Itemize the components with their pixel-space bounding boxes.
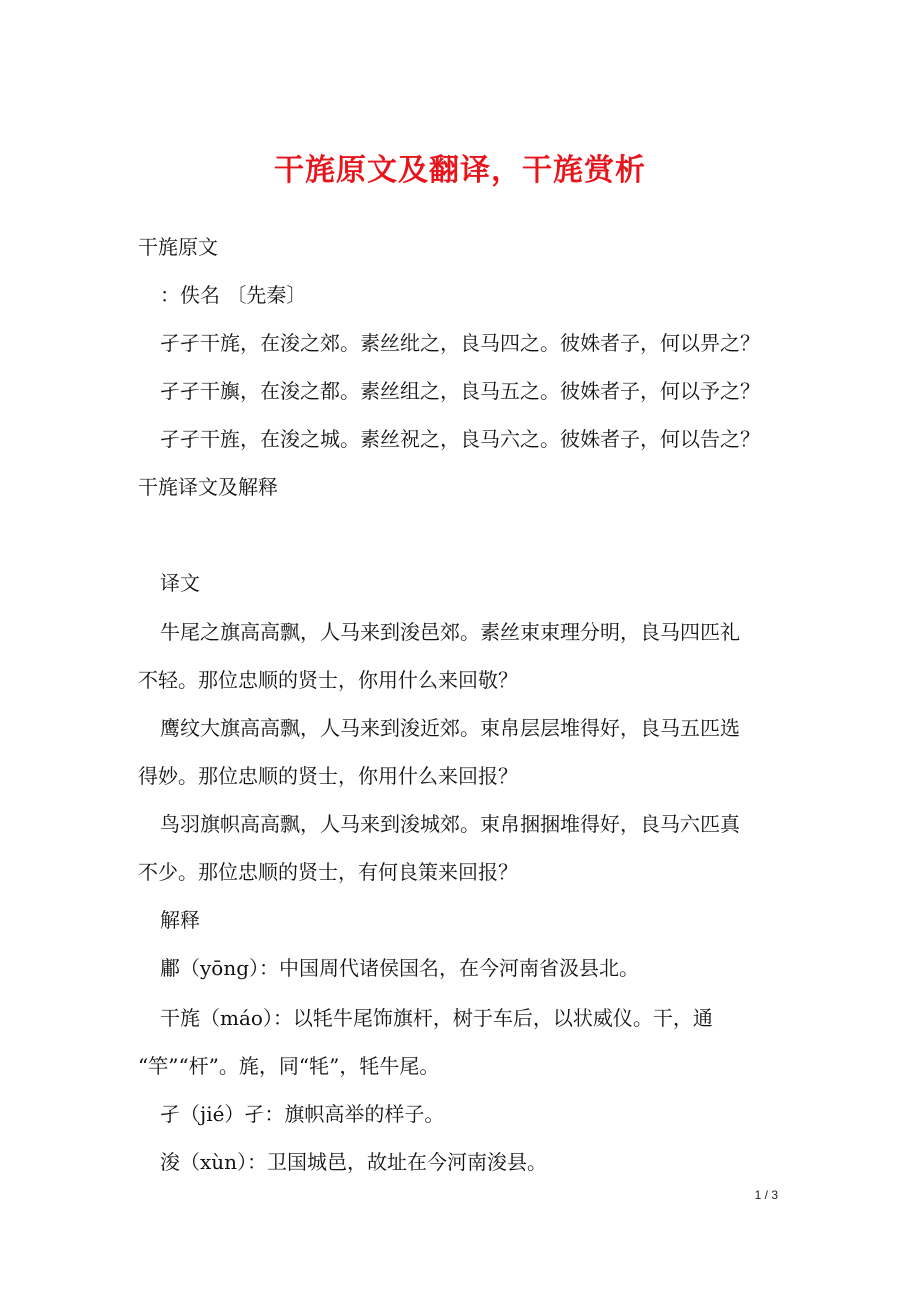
note-line: 鄘（yōng）：中国周代诸侯国名，在今河南省汲县北。 (160, 956, 640, 980)
poem-stanza-1: 孑孑干旄，在浚之郊。素丝纰之，良马四之。彼姝者子，何以畀之？ (160, 331, 760, 355)
subheading-translation: 译文 (160, 571, 200, 595)
author-line: ：佚名 〔先秦〕 (160, 283, 307, 307)
translation-paragraph-line: 鸟羽旗帜高高飘，人马来到浚城郊。束帛捆捆堆得好，良马六匹真 (160, 812, 740, 836)
translation-paragraph-line: 不轻。那位忠顺的贤士，你用什么来回敬？ (138, 668, 518, 692)
poem-stanza-2: 孑孑干旟，在浚之都。素丝组之，良马五之。彼姝者子，何以予之？ (160, 379, 760, 403)
translation-paragraph-line: 不少。那位忠顺的贤士，有何良策来回报？ (138, 860, 518, 884)
translation-paragraph-line: 牛尾之旗高高飘，人马来到浚邑郊。素丝束束理分明，良马四匹礼 (160, 620, 740, 644)
note-line: 干旄（máo）：以牦牛尾饰旗杆，树于车后，以状威仪。干，通 (160, 1006, 713, 1030)
translation-paragraph-line: 得妙。那位忠顺的贤士，你用什么来回报？ (138, 764, 518, 788)
section-heading-translation: 干旄译文及解释 (138, 475, 278, 499)
poem-stanza-3: 孑孑干旌，在浚之城。素丝祝之，良马六之。彼姝者子，何以告之？ (160, 427, 760, 451)
document-title: 干旄原文及翻译，干旄赏析 (274, 153, 646, 188)
translation-paragraph-line: 鹰纹大旗高高飘，人马来到浚近郊。束帛层层堆得好，良马五匹选 (160, 716, 740, 740)
note-line: 孑（jié）孑：旗帜高举的样子。 (160, 1102, 445, 1126)
note-line: “竿”“杆”。旄，同“牦”，牦牛尾。 (138, 1054, 440, 1078)
subheading-notes: 解释 (160, 908, 200, 932)
section-heading-original: 干旄原文 (138, 235, 218, 259)
note-line: 浚（xùn）：卫国城邑，故址在今河南浚县。 (160, 1150, 548, 1174)
page-number: 1 / 3 (754, 1188, 778, 1202)
